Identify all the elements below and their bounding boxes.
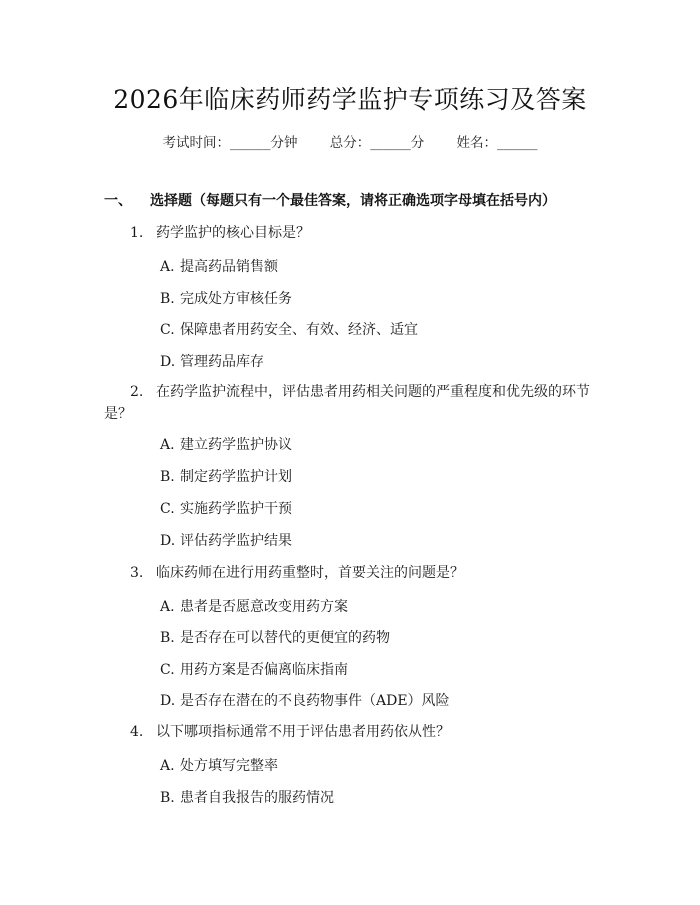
total-score-unit: 分 [410, 135, 425, 151]
option-letter: D. [160, 693, 176, 709]
option-letter: C. [160, 322, 175, 338]
name-blank: ______ [497, 135, 538, 151]
question-4 [104, 721, 594, 743]
question-1-option-d [160, 351, 264, 371]
option-text: 完成处方审核任务 [180, 291, 292, 307]
question-3-option-c [160, 659, 348, 679]
question-1-option-a [160, 256, 278, 276]
section-label: 选择题（每题只有一个最佳答案，请将正确选项字母填在括号内） [150, 193, 556, 209]
option-letter: B. [160, 790, 175, 806]
option-text: 提高药品销售额 [180, 259, 278, 275]
question-3-option-a [160, 596, 348, 616]
option-letter: C. [160, 662, 175, 678]
option-text: 保障患者用药安全、有效、经济、适宜 [180, 322, 418, 338]
total-score-blank: ______ [370, 135, 411, 151]
option-letter: A. [160, 437, 175, 453]
question-number: 4. [130, 724, 144, 740]
question-2-option-b [160, 466, 292, 486]
option-text: 建立药学监护协议 [180, 437, 292, 453]
exam-time-blank: ______ [229, 135, 271, 151]
question-2 [104, 381, 594, 425]
option-text: 患者自我报告的服药情况 [180, 790, 334, 806]
question-2-option-c [160, 498, 292, 518]
question-1-option-b [160, 288, 292, 308]
exam-time-unit: 分钟 [270, 135, 298, 151]
option-text: 是否存在可以替代的更便宜的药物 [180, 630, 390, 646]
option-letter: D. [160, 354, 176, 370]
option-letter: A. [160, 259, 175, 275]
question-2-option-a [160, 434, 292, 454]
option-letter: A. [160, 758, 175, 774]
question-4-option-a [160, 755, 278, 775]
option-text: 实施药学监护干预 [180, 501, 292, 517]
section-number: 一、 [104, 193, 132, 209]
document-title: 2026年临床药师药学监护专项练习及答案 [113, 85, 587, 114]
question-text: 临床药师在进行用药重整时，首要关注的问题是？ [156, 565, 464, 581]
option-text: 评估药学监护结果 [180, 533, 292, 549]
option-letter: A. [160, 599, 175, 615]
exam-info-line [0, 131, 700, 151]
total-score-label: 总分： [329, 135, 371, 151]
question-number: 3. [130, 565, 144, 581]
option-text: 管理药品库存 [180, 354, 264, 370]
question-3-option-b [160, 627, 390, 647]
question-1-option-c [160, 319, 418, 339]
question-4-option-b [160, 787, 334, 807]
section-heading [104, 190, 556, 210]
question-text: 以下哪项指标通常不用于评估患者用药依从性？ [156, 724, 450, 740]
question-text: 药学监护的核心目标是？ [156, 225, 310, 241]
exam-time-field [162, 135, 297, 151]
name-field [457, 135, 538, 151]
question-2-option-d [160, 530, 292, 550]
option-letter: B. [160, 630, 175, 646]
question-1 [104, 222, 594, 244]
question-number: 1. [130, 225, 144, 241]
question-text: 在药学监护流程中，评估患者用药相关问题的严重程度和优先级的环节是？ [104, 384, 590, 422]
option-text: 患者是否愿意改变用药方案 [180, 599, 348, 615]
option-letter: B. [160, 291, 175, 307]
exam-time-label: 考试时间： [162, 135, 230, 151]
question-number: 2. [130, 384, 144, 400]
option-letter: D. [160, 533, 176, 549]
option-text: 制定药学监护计划 [180, 469, 292, 485]
question-3-option-d [160, 690, 450, 710]
option-text: 是否存在潜在的不良药物事件（ADE）风险 [180, 693, 450, 709]
option-letter: C. [160, 501, 175, 517]
total-score-field [330, 135, 425, 151]
option-text: 处方填写完整率 [180, 758, 278, 774]
option-letter: B. [160, 469, 175, 485]
option-text: 用药方案是否偏离临床指南 [180, 662, 348, 678]
name-label: 姓名： [456, 135, 498, 151]
question-3 [104, 562, 594, 584]
